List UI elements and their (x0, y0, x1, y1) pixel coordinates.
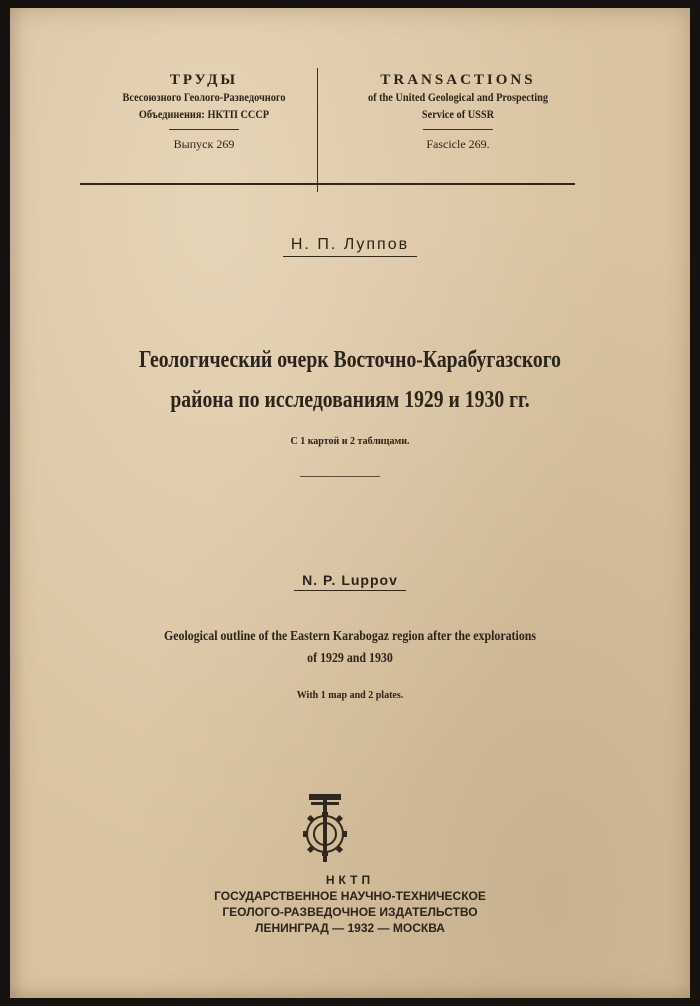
gear-hammer-emblem-icon (295, 788, 355, 868)
series-title-ru: ТРУДЫ (169, 72, 239, 88)
header-bottom-rule (80, 183, 575, 185)
author-en-name: N. P. Luppov (294, 572, 406, 591)
series-subtitle-en-line1: of the United Geological and Prospecting (367, 90, 549, 104)
issue-number-ru: Выпуск 269 (173, 137, 235, 151)
series-subtitle-ru-line2: Объединения: НКТП СССР (138, 107, 270, 121)
title-en-line2: of 1929 and 1930 (307, 651, 393, 666)
header-divider-en (423, 129, 493, 130)
header-vertical-divider (317, 68, 318, 192)
note-en: With 1 map and 2 plates. (296, 690, 404, 701)
header-english (328, 72, 588, 152)
header-divider-ru (169, 129, 239, 130)
publisher-block (10, 872, 690, 936)
note-ru: С 1 картой и 2 таблицами. (290, 436, 410, 447)
publisher-line2: ГОСУДАРСТВЕННОЕ НАУЧНО-ТЕХНИЧЕСКОЕ (214, 889, 486, 903)
author-ru (10, 236, 690, 257)
title-ru-line1: Геологический очерк Восточно-Карабугазского (138, 347, 562, 373)
publisher-line3: ГЕОЛОГО-РАЗВЕДОЧНОЕ ИЗДАТЕЛЬСТВО (222, 905, 478, 919)
series-subtitle-en-line2: Service of USSR (421, 107, 495, 121)
title-ru (120, 340, 579, 420)
publisher-abbrev: НКТП (325, 873, 375, 887)
author-en (10, 572, 690, 591)
series-title-en: TRANSACTIONS (380, 72, 536, 88)
title-en (112, 626, 588, 670)
issue-number-en: Fascicle 269. (426, 137, 490, 151)
header-russian (90, 72, 318, 152)
publisher-city-year: ЛЕНИНГРАД — 1932 — МОСКВА (255, 921, 445, 935)
section-separator (300, 476, 380, 477)
book-cover (10, 8, 690, 998)
series-subtitle-ru-line1: Всесоюзного Геолого-Разведочного (122, 90, 286, 104)
author-ru-name: Н. П. Луппов (283, 236, 417, 257)
title-en-line1: Geological outline of the Eastern Karabogaz region after the explorations (163, 629, 537, 644)
title-ru-line2: района по исследованиям 1929 и 1930 гг. (170, 387, 530, 413)
